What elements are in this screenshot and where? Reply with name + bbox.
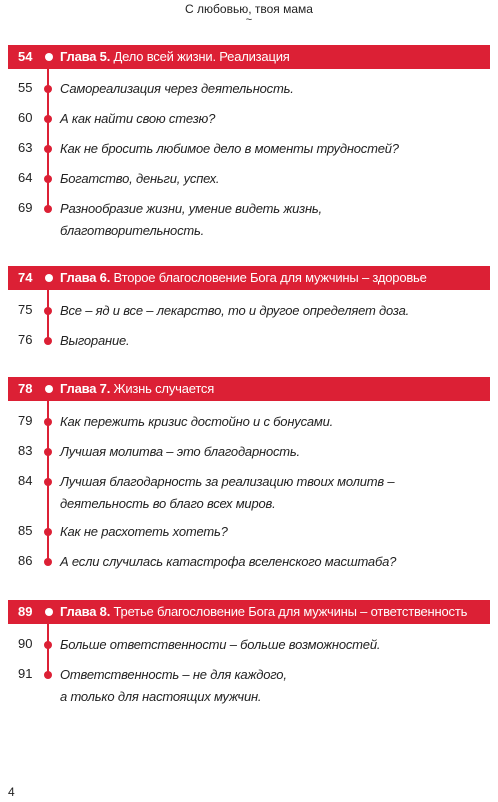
entry-title-line: Больше ответственности – больше возможностей. [60,637,381,652]
entry-page-number: 90 [18,636,33,651]
chapter-heading[interactable] [8,600,490,624]
entry-title [60,78,490,100]
entry-title-line: Разнообразие жизни, умение видеть жизнь, [60,201,322,216]
chapter-label: Глава 6. [60,270,111,285]
timeline-dot-icon [44,145,52,153]
chapter-heading[interactable] [8,377,490,401]
entry-title-line: Как не расхотеть хотеть? [60,524,228,539]
entry-title-line: Как не бросить любимое дело в моменты трудностей? [60,141,399,156]
chapter-title-text: Жизнь случается [113,381,215,396]
entry-title-line: благотворительность. [60,223,205,238]
entry-page-number: 69 [18,200,33,215]
entry-page-number: 64 [18,170,33,185]
bullet-dot-icon [45,53,53,61]
entry-title [60,551,490,573]
chapter-title [60,381,214,397]
entry-title-line: Богатство, деньги, успех. [60,171,220,186]
entry-title-line: Выгорание. [60,333,130,348]
chapter-title [60,270,427,286]
entry-title [60,441,490,463]
entry-page-number: 84 [18,473,33,488]
bullet-dot-icon [45,385,53,393]
timeline-dot-icon [44,641,52,649]
timeline-dot-icon [44,448,52,456]
timeline-dot-icon [44,558,52,566]
chapter-title-text: Второе благословение Бога для мужчины – здоровье [113,270,427,285]
chapter-title-text: Третье благословение Бога для мужчины – ответственность [113,604,468,619]
entry-title-line: А как найти свою стезю? [60,111,216,126]
header-ornament: ~ [245,14,253,26]
entry-page-number: 85 [18,523,33,538]
entry-title-line: Все – яд и все – лекарство, то и другое определяет доза. [60,303,410,318]
timeline-dot-icon [44,307,52,315]
timeline-line [47,290,49,341]
timeline-dot-icon [44,115,52,123]
entry-title [60,168,490,190]
entry-title-line: а только для настоящих мужчин. [60,689,262,704]
timeline-dot-icon [44,671,52,679]
chapter-page-number: 89 [18,604,33,619]
timeline-dot-icon [44,175,52,183]
entry-title [60,330,490,352]
entry-page-number: 60 [18,110,33,125]
timeline-dot-icon [44,205,52,213]
chapter-label: Глава 7. [60,381,111,396]
bullet-dot-icon [45,608,53,616]
timeline-dot-icon [44,337,52,345]
entry-page-number: 75 [18,302,33,317]
entry-page-number: 91 [18,666,33,681]
entry-title-line: А если случилась катастрофа вселенского масштаба? [60,554,397,569]
chapter-heading[interactable] [8,266,490,290]
chapter-title [60,604,467,620]
entry-title-line: Как пережить кризис достойно и с бонусами. [60,414,334,429]
timeline-dot-icon [44,85,52,93]
entry-title [60,664,490,708]
entry-title [60,108,490,130]
entry-page-number: 55 [18,80,33,95]
chapter-label: Глава 5. [60,49,111,64]
entry-title [60,634,490,656]
timeline-dot-icon [44,478,52,486]
entry-title [60,521,490,543]
chapter-page-number: 74 [18,270,33,285]
chapter-page-number: 54 [18,49,33,64]
entry-page-number: 86 [18,553,33,568]
entry-title [60,198,490,242]
entry-title-line: Лучшая молитва – это благодарность. [60,444,300,459]
entry-page-number: 76 [18,332,33,347]
chapter-page-number: 78 [18,381,33,396]
entry-title [60,138,490,160]
running-header: С любовью, твоя мама [185,2,313,16]
entry-page-number: 83 [18,443,33,458]
entry-title [60,471,490,515]
entry-title-line: Самореализация через деятельность. [60,81,294,96]
chapter-title [60,49,290,65]
entry-title-line: Лучшая благодарность за реализацию твоих молитв – [60,474,395,489]
entry-page-number: 79 [18,413,33,428]
timeline-line [47,624,49,675]
page-number: 4 [8,785,15,799]
entry-page-number: 63 [18,140,33,155]
entry-title [60,300,490,322]
entry-title-line: деятельность во благо всех миров. [60,496,276,511]
timeline-dot-icon [44,528,52,536]
entry-title-line: Ответственность – не для каждого, [60,667,287,682]
chapter-label: Глава 8. [60,604,111,619]
chapter-heading[interactable] [8,45,490,69]
chapter-title-text: Дело всей жизни. Реализация [113,49,290,64]
entry-title [60,411,490,433]
bullet-dot-icon [45,274,53,282]
timeline-dot-icon [44,418,52,426]
